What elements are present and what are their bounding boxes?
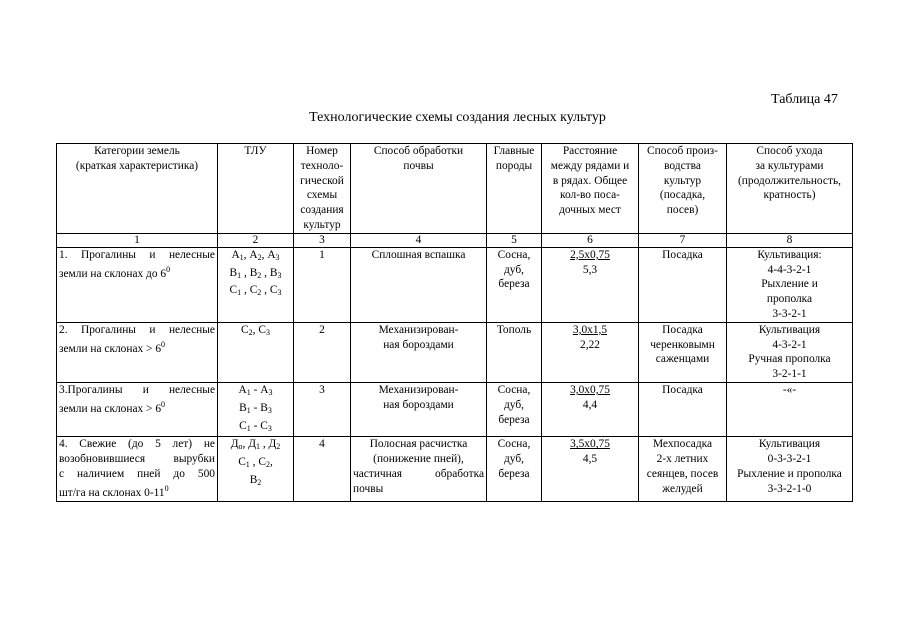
header-text: ТЛУ bbox=[244, 145, 267, 157]
tlu-cell bbox=[218, 382, 294, 436]
tlu-line: $С_1$ , $С_2$, bbox=[238, 456, 273, 470]
degree-superscript: 0 bbox=[164, 483, 169, 493]
header-text: Расстояние bbox=[562, 145, 618, 157]
care-method-text: Культивация bbox=[758, 323, 821, 336]
production-method-text: Посадка bbox=[662, 248, 703, 261]
table-title: Технологические схемы создания лесных культур bbox=[309, 110, 606, 125]
header-text: в рядах. Общее bbox=[552, 174, 628, 187]
production-method-text: Мехпосадка bbox=[652, 438, 713, 451]
tlu-subscript: 2 bbox=[265, 460, 270, 470]
production-method-cell bbox=[639, 382, 727, 436]
header-text: между рядами и bbox=[550, 159, 630, 172]
tlu-subscript: о bbox=[238, 442, 243, 452]
land-category-text: с наличием пней до 500 bbox=[59, 467, 215, 480]
care-method-text: прополка bbox=[766, 293, 813, 306]
header-text: Способ обработки bbox=[373, 145, 464, 157]
land-category-cell bbox=[57, 247, 218, 322]
planting-distance-cell bbox=[542, 382, 639, 436]
header-text: за культурами bbox=[755, 159, 824, 172]
header-cell-6 bbox=[542, 144, 639, 234]
species-text: дуб, bbox=[504, 453, 524, 466]
header-cell-1 bbox=[57, 144, 218, 234]
header-text: Способ произ- bbox=[647, 145, 718, 157]
table-row bbox=[57, 437, 853, 501]
main-species-cell bbox=[487, 322, 542, 382]
header-text: дочных мест bbox=[559, 204, 621, 217]
tlu-subscript: 2 bbox=[248, 327, 253, 337]
tlu-subscript: 2 bbox=[276, 442, 281, 452]
tlu-subscript: 3 bbox=[268, 387, 273, 397]
degree-superscript: 0 bbox=[161, 399, 166, 409]
header-text: (краткая характеристика) bbox=[75, 159, 199, 172]
production-method-text: желудей bbox=[662, 482, 703, 495]
header-text: кратность) bbox=[763, 189, 816, 202]
production-method-text: 2-х летних bbox=[656, 453, 709, 466]
header-text: создания bbox=[300, 204, 344, 217]
production-method-text: черенковымн bbox=[650, 338, 715, 351]
soil-treatment-text: (понижение пней), bbox=[373, 453, 464, 466]
header-text: схемы bbox=[306, 189, 338, 202]
column-number: 8 bbox=[727, 233, 853, 247]
tlu-line: $А_1 - А_3$ bbox=[238, 383, 273, 397]
care-method-text: Культивация bbox=[758, 438, 821, 451]
header-text: водства bbox=[664, 159, 701, 172]
planting-places-count: 4,4 bbox=[582, 398, 598, 411]
tlu-subscript: 1 bbox=[239, 252, 244, 262]
tlu-subscript: 3 bbox=[277, 270, 282, 280]
table-row bbox=[57, 382, 853, 436]
tlu-subscript: 3 bbox=[267, 405, 272, 415]
production-method-cell bbox=[639, 247, 727, 322]
degree-superscript: 0 bbox=[166, 264, 171, 274]
tlu-subscript: 1 bbox=[237, 288, 242, 298]
header-text: Главные bbox=[493, 145, 535, 157]
land-category-text: 1. Прогалины и нелесные bbox=[59, 248, 215, 261]
species-text: береза bbox=[498, 467, 530, 480]
header-cell-2 bbox=[218, 144, 294, 234]
column-number: 3 bbox=[294, 233, 351, 247]
production-method-text: Посадка bbox=[662, 383, 703, 396]
tlu-subscript: 3 bbox=[265, 327, 270, 337]
planting-distance-cell bbox=[542, 322, 639, 382]
care-method-text: 4-4-3-2-1 bbox=[767, 263, 812, 276]
column-number: 5 bbox=[487, 233, 542, 247]
column-number: 7 bbox=[639, 233, 727, 247]
tlu-line: $В_2$ bbox=[249, 473, 262, 487]
header-cell-4 bbox=[351, 144, 487, 234]
degree-superscript: 0 bbox=[161, 339, 166, 349]
header-text: Способ ухода bbox=[756, 145, 823, 157]
land-category-cell bbox=[57, 382, 218, 436]
table-row bbox=[57, 322, 853, 382]
species-text: Сосна, bbox=[497, 383, 531, 396]
land-category-text: 3.Прогалины и нелесные bbox=[59, 383, 215, 396]
header-text: кол-во поса- bbox=[560, 189, 620, 202]
tlu-subscript: 1 bbox=[255, 442, 260, 452]
land-category-text: земли на склонах до $6^0$ bbox=[59, 264, 171, 280]
column-number: 1 bbox=[57, 233, 218, 247]
tlu-line: $С_1$ , $С_2$ , $С_3$ bbox=[229, 284, 282, 298]
planting-places-count: 4,5 bbox=[582, 453, 598, 466]
row-spacing: 2,5х0,75 bbox=[570, 248, 610, 261]
header-text: техноло- bbox=[300, 159, 344, 172]
tlu-subscript: 2 bbox=[257, 270, 262, 280]
production-method-cell bbox=[639, 322, 727, 382]
soil-treatment-text: Полосная расчистка bbox=[369, 438, 468, 451]
header-text: культур bbox=[303, 218, 341, 231]
care-method-text: Ручная прополка bbox=[748, 353, 831, 366]
species-text: дуб, bbox=[504, 398, 524, 411]
species-text: Сосна, bbox=[497, 438, 531, 451]
land-category-text: шт/га на склонах $0-11^0$ bbox=[59, 483, 169, 499]
tlu-line: $А_1$, $А_2$, $А_3$ bbox=[231, 248, 280, 262]
column-number: 4 bbox=[351, 233, 487, 247]
tlu-line: $Д_о$, $Д_1$ , $Д_2$ bbox=[230, 438, 281, 452]
production-method-text: сеянцев, посев bbox=[646, 467, 719, 480]
care-method-text: Рыхление и прополка bbox=[737, 467, 842, 480]
care-method-cell bbox=[727, 437, 853, 501]
column-number: 6 bbox=[542, 233, 639, 247]
column-number-row bbox=[57, 233, 853, 247]
tlu-line: $В_1 - В_3$ bbox=[239, 401, 272, 415]
row-spacing: 3,0х1,5 bbox=[572, 323, 608, 336]
header-cell-8 bbox=[727, 144, 853, 234]
species-text: Сосна, bbox=[497, 248, 531, 261]
header-text: Номер bbox=[306, 145, 338, 157]
production-method-text: Посадка bbox=[662, 323, 703, 336]
species-text: береза bbox=[498, 413, 530, 426]
header-cell-5 bbox=[487, 144, 542, 234]
production-method-text: саженцами bbox=[655, 353, 710, 366]
tlu-subscript: 1 bbox=[246, 405, 251, 415]
care-method-text: 0-3-3-2-1 bbox=[767, 453, 812, 466]
soil-treatment-text: ная бороздами bbox=[383, 338, 454, 351]
header-text: гической bbox=[300, 174, 344, 187]
care-method-text: 4-3-2-1 bbox=[772, 338, 807, 351]
table-row bbox=[57, 247, 853, 322]
main-species-cell bbox=[487, 437, 542, 501]
forest-cultures-table bbox=[56, 143, 853, 502]
care-method-cell bbox=[727, 322, 853, 382]
soil-treatment-cell bbox=[351, 382, 487, 436]
care-method-text: 3-3-2-1 bbox=[772, 307, 807, 320]
species-text: береза bbox=[498, 278, 530, 291]
care-method-cell bbox=[727, 247, 853, 322]
planting-distance-cell bbox=[542, 437, 639, 501]
soil-treatment-text: ная бороздами bbox=[383, 398, 454, 411]
header-text: Категории земель bbox=[94, 145, 180, 157]
land-category-text: земли на склонах > $6^0$ bbox=[59, 339, 166, 355]
header-text: почвы bbox=[403, 159, 434, 172]
tlu-subscript: 2 bbox=[257, 252, 262, 262]
tlu-line: $В_1$ , $В_2$ , $В_3$ bbox=[229, 266, 282, 280]
soil-treatment-cell bbox=[351, 437, 487, 501]
header-text: породы bbox=[495, 159, 533, 172]
land-category-text: 4. Свежие (до 5 лет) не bbox=[59, 438, 215, 451]
land-category-cell bbox=[57, 322, 218, 382]
soil-treatment-text: Механизирован- bbox=[378, 323, 459, 336]
tlu-line: $С_1 - С_3$ bbox=[239, 419, 272, 433]
land-category-cell bbox=[57, 437, 218, 501]
header-text: (посадка, bbox=[659, 189, 706, 202]
production-method-cell bbox=[639, 437, 727, 501]
tlu-subscript: 3 bbox=[275, 252, 280, 262]
soil-treatment-cell bbox=[351, 322, 487, 382]
main-species-cell bbox=[487, 247, 542, 322]
tlu-subscript: 2 bbox=[257, 288, 262, 298]
tlu-cell bbox=[218, 247, 294, 322]
header-text: посев) bbox=[666, 204, 699, 217]
tlu-cell bbox=[218, 322, 294, 382]
planting-places-count: 5,3 bbox=[582, 263, 598, 276]
tlu-subscript: 3 bbox=[267, 423, 272, 433]
header-cell-3 bbox=[294, 144, 351, 234]
land-category-text: 2. Прогалины и нелесные bbox=[59, 323, 215, 336]
tlu-subscript: 1 bbox=[246, 423, 251, 433]
soil-treatment-text: Сплошная вспашка bbox=[371, 248, 466, 261]
care-method-text: -«- bbox=[782, 383, 797, 396]
scheme-number-cell: 4 bbox=[294, 437, 351, 501]
soil-treatment-text: почвы bbox=[353, 482, 384, 495]
header-text: культур bbox=[663, 174, 702, 187]
care-method-text: Рыхление и bbox=[761, 278, 818, 291]
care-method-cell bbox=[727, 382, 853, 436]
species-text: дуб, bbox=[504, 263, 524, 276]
soil-treatment-text: Механизирован- bbox=[378, 383, 459, 396]
scheme-number-cell: 3 bbox=[294, 382, 351, 436]
soil-treatment-cell bbox=[351, 247, 487, 322]
tlu-subscript: 3 bbox=[277, 288, 282, 298]
tlu-subscript: 1 bbox=[246, 387, 251, 397]
tlu-subscript: 1 bbox=[237, 270, 242, 280]
tlu-subscript: 1 bbox=[245, 460, 250, 470]
header-row bbox=[57, 144, 853, 234]
species-text: Тополь bbox=[496, 323, 532, 336]
care-method-text: 3-3-2-1-0 bbox=[767, 482, 812, 495]
care-method-text: 3-2-1-1 bbox=[772, 368, 807, 381]
land-category-text: возобновившиеся вырубки bbox=[59, 453, 215, 466]
tlu-cell bbox=[218, 437, 294, 501]
tlu-line: $С_2$, $С_3$ bbox=[241, 323, 270, 337]
tlu-subscript: 2 bbox=[257, 477, 262, 487]
row-spacing: 3,5х0,75 bbox=[570, 438, 610, 451]
soil-treatment-text: частичная обработка bbox=[353, 467, 484, 480]
row-spacing: 3,0х0,75 bbox=[570, 383, 610, 396]
planting-distance-cell bbox=[542, 247, 639, 322]
scheme-number-cell: 2 bbox=[294, 322, 351, 382]
header-cell-7 bbox=[639, 144, 727, 234]
header-text: (продолжительность, bbox=[737, 174, 841, 187]
land-category-text: земли на склонах > $6^0$ bbox=[59, 399, 166, 415]
scheme-number-cell: 1 bbox=[294, 247, 351, 322]
care-method-text: Культивация: bbox=[757, 248, 822, 261]
table-number: Таблица 47 bbox=[771, 92, 838, 107]
main-species-cell bbox=[487, 382, 542, 436]
planting-places-count: 2,22 bbox=[580, 338, 600, 351]
column-number: 2 bbox=[218, 233, 294, 247]
